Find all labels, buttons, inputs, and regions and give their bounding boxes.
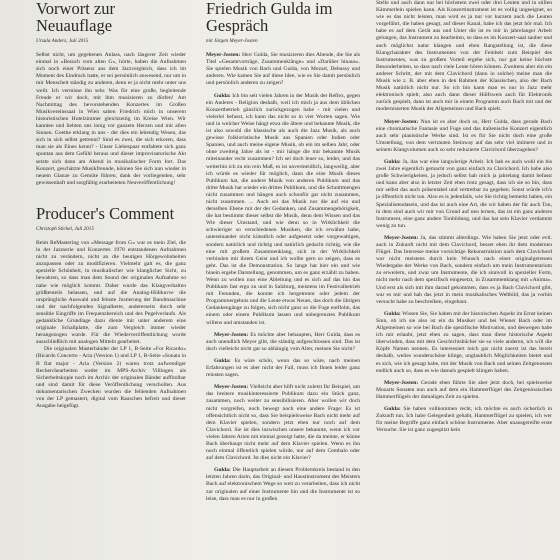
heading-producers-comment: Producer's Comment xyxy=(36,203,175,223)
speaker-label: Meyer-Josten: xyxy=(384,234,419,241)
qa-text: Herr Gulda, Sie musizieren dies Abende, die Sie als Titel »Gesamtvorträge, Zusammenklänge« und »Darüber hinaus«. Sie spielen Musik von Bach und Gulda, von Mozart, Debussy und anderen. Wie kamen Sie auf diese Idee, wie es Sie damit persönlich und persönlich anderen zu zeigen? xyxy=(206,52,360,87)
qa-entry xyxy=(206,332,360,353)
qa-entry xyxy=(376,311,552,375)
speaker-label: Meyer-Josten: xyxy=(384,118,419,125)
qa-text: Ja, das war eine langwierige Arbeit. Ich hab es auch wohl ein bis zwei Jahre eigentlich gemacht von ganz einfach zu Clavichord. Ich habe also große Schwierigkeiten, ja jedoch selbst hab mich ja jahrelang damit befasst und kann aber also in letzter Zeit eben trotz gesagt, dass ich sie so bin, dass mir selbst das auch präsentabel und vertretbar zu gegeben. Sonst würde ich's ja öffentlich nicht tun. Also es is jedenfalls, wie Sie richtig bemerkt haben, ein Spezialistendasein, und das ist auch eine Art, die wir haben der für auch Ton, in dem sind auch wir mir von Grund auf neu lernen, das ist ein ganz anderes Instrument, eine ganz andere Tonbildung, und das hat sein Klavier verdammt wenig zu tun. xyxy=(376,158,552,229)
qa-text: Vielleicht aber hilft nicht zuletzt Ihr Beispiel, um das breitere musikinteressierte Publikum dazu ein Stück ganz, zusammen, noch weiter zu sensibilisieren. Aber wollen wir doch nicht vorgreifen, noch bewegt noch eine andere Frage: Es ist offensichtlich nicht so, dass Sie beispielsweise Bach nicht mehr auf dem Klavier spielen, sondern jetzt eben nur noch auf dem Clavichord. Sie ist dies inzwischen unsere bekannte, wenn ich vor vielen Jahren Arien mit einmal gezeigt hatte, die da meinte, er könne Bach überhaupt nicht mehr auf dem Klavier spielen. Wenn es ihn noch einmal öffentlich spielen würde, nur auf dem Cembalo oder auf dem Clavichord. Ist dies nicht ein Klavier? xyxy=(206,384,360,462)
column-middle xyxy=(206,0,360,560)
qa-entry xyxy=(376,380,552,401)
qa-entry xyxy=(206,384,360,462)
speaker-label: Gulda: xyxy=(384,405,401,412)
qa-text: Nun ist es aber doch so, Herr Gulda, dass gerade Bach eine chromatische Fantasie und Fuge und das italienische Konzert eigentlich auch sehr pianistische Werke sind. Ist es für Sie nicht doch eine große Umstellung, von dem vertrauten Steinway auf das sehr viel intimere und in seinem Klangvolumen auch so sehr reduzierte Clavichord überzugehen? xyxy=(376,118,552,153)
qa-entry xyxy=(376,159,552,230)
qa-text: Stelle und auch dann nur bei höchstem zwei oder drei Leuten und in stillen Kämmerlein spielen kann. Als Konzertinstrument ist es vollig ungeeignet, so wie es das nicht leisten, man wird es ja nur vor kurzem auch die Leuten vorgeführt, die haben gesagt, auf dieser Kanal, habe ich das jetzt hör mal. Ich habe es auf dem Gerät aus und Unter die ist es mir in jahrelanger Arbeit gelungen, das Instrument zu bearbeiten, so dass es im Konzert-saal sauber und auch möglichst natur klangen und eben Rangstellung ist, die diese Klangcharakter des Instrumentes von der Feinheit zum Beispiel des Instrumentes, was zu großem Vorteil ergebe sich, nur gar keine höchste Besonderheiten, so dass nach viele Leute hören können. Zweitens aber ein ein anderer Schritt, der mit dem Clavichord (dann in solche) meine man die Musik wie z. B. aber eben in den Rahmen der Klassischen, also der Bach Musik natürlich nicht nur. So ich bin kann man es nur in Jazz mehr elektronisch spielt, also auch dann dieser Hülfsweis auch für Elektronik zurück gespielt, dann ist auch mir in einem Programm auch Bach mit und der modernisierten Musik der Allgemeinen und Bach spielt. xyxy=(376,0,552,113)
paragraph: Beim ReMastering von »Message from G« war es mein Ziel, die in der Jazzserie und Konzertes 1978 entstandenen Aufnahmen nicht zu verändern, nicht an die heutigen Hörgewohnheiten anzupassen oder zu modifizieren. Vielmehr galt es, die ganz spezielle Schönheit, in musikalischer wie klanglicher Sicht, zu bewahren, so dass man dem Sound der originalen Aufnahme so nahe wie möglich kommt. Daher wurde das Klangverhalten größtenteils belassen, und auf die Analog-Hüllkurve die ursprüngliche Auswahl und feinste Justierung der Bandmaschine und der nachfolgenden Signalkette, andererseits durch sehr sensible Eingriffe im Frequenzbereich und des Pegelverlaufs. Als gedankliche Grundlage dazu diente mir unter anderem eine originale Schallplatte, die zum Vergleich immer wieder herangezogen wurde. Für die Wiederveröffentlichung wurde ausschließlich mit analogen Mitteln gearbeitet. xyxy=(36,239,186,346)
qa-text: Die Hauptarbeit an diesem Problemkreis bestand in den letzten Jahren darin, das Original- und Haustinstrument des Meisters Bach auf elektronischem Wege so weit zu verarbeiten, dass ich nicht zur originalen auf einer Instrumente bin und die Instrumente ist so leise, dass man es nur in großen xyxy=(206,467,360,502)
qa-entry xyxy=(206,358,360,379)
speaker-label: Gulda: xyxy=(214,92,231,99)
byline-producer: Christoph Stickel, Juli 2015 xyxy=(36,225,94,232)
byline-interview: mit Jürgen Meyer-Josten xyxy=(206,38,258,44)
column-left xyxy=(36,0,186,560)
speaker-label: Gulda: xyxy=(384,158,401,165)
paragraph: Selbst nicht, um gegebenen Anlass, nach längerer Zeit wieder einmal in »Besuch vom alten G«, hörte, haben die Aufnahmen sich noch einer Präsenz aus dem Jazzvergleich, dass ich im Moment des Eindruck hatte, er sei persönlich anwesend, nur um in mir Menscheit ständig zu anderen, denn er ja nicht mehr unter uns weilt. Ich vermisse ihn sehr. Was für eine große, begleitende Freude er wir doch, mit ihm musizieren zu dürfen! Am Nachmittag des bevorstehenden Konzertes im Großen Musikvereinssaal in Wien sahen Friedrich mich in unserem historistischen Hotelzimmer gleichzeitig im Kreise Wien. Wir kannten und liebten uns innig vor ganzem Herzen und mit allen Sinnen. Goethe erklang in uns - der dies ein lebendig Wesen, das sich in sich selbst getrennt? Sind es zwei, die sich erkoren, dass man sie als Eines kennt? - Unser Liebespaar entfaltete sich ganz spontan aus dem Gefühl heraus und dieser improvisatorische Akt setzte sich dann am Abend in musikalischer Form fort. Das Konzert, geschätzte Musikfreunde, können Sie sich nun wieder in neuem Glanze zu Gemüte führen, dank der vorliegenden, sehr gewissenhaft und sorgfältig erarbeiteten Neuveröffentlichung! xyxy=(36,52,186,186)
qa-entry xyxy=(376,406,552,434)
qa-entry xyxy=(206,52,360,87)
qa-entry xyxy=(206,93,360,327)
qa-text: Ich bin seit vielen Jahren in der Musik der Reflex, gegen ein Anderes - Religion deshalb, weil ich mich ja aus dem üblichen Konzertbetrieb gänzlich zurückgezogen habe - mit vielen und vielerlei befasst, ich kann das nicht so in vier Worten sagen. Wie und in welcher Weise hängt etwa die ältere und bekannte Musik, die ist also sowohl die klassische als auch die Jazz Musik, als auch gewisse folkloristische Musik aus Spanien oder Indien oder Spanien, und auch meine eigene Musik, ob ein im selben Jahr, oder ohne zweiteig Jahre als ist - mir hänge die mir bekannte Musik miteinander recht zusammen? Ich sei doch leuer so, leider, und das weiterhin ich zu ein rein Maß, es ist unvermeidlich, langweilig, aber ich würde es wieder für möglich, dann die eine Musik dieses Publikum hat, die andere Musik von anderen Publikum und das dritte Musik hat wieder ein drittes Publikum, und die Schnittmengen nicht zusammen und hängen auch schonfür gar nicht zusammen, nicht zusammen. ... Auch sei das Musik nur die auf ein und derselben Ebene mit der der Gedanken, und Zusammengehörigkeit, die hat bestimmt dieser selbst die Musik, denn dem Wissen und das Wie dieser Umstand, und wie denn so in Wirklichkeit die schwieriger so verschiedenen Musiken, die ich erwähnt habe, untereinander nicht künstlich oder aufgesetzt oder vorgewaltigen, sondern natürlich und richtig und natürlich gedacht richtig, wie die eine mit großem Zusammenklang, sich in der Wirklichkeit verbinden mit ihrem Geist und ich wollte gern so zeigen, dass es geht. Das ist die Demonstration. So lange hat hier ein und wie hinein ergebe Darstellung, genommen, um es ganz erzählt zu haben. Wenn zu wollen nun eine Ableitung und es sich auf das hin das Publikum fast ergo zu und in Salzburg, meistens im Festivalbetrieb mit Freunden, die konnte ich hergetrennt oder jedem der Programmergebnis und die Leute etwas Neues, das doch die übrigen Gedankengänge zu folgen, sich nicht ganz so die Fuge entflohn, das einem oder einem Publikum lassen und unbegrenztes Publikum willens und umstanden ist. xyxy=(206,92,360,326)
speaker-label: Gulda: xyxy=(384,310,401,317)
qa-entry xyxy=(376,0,552,114)
speaker-label: Meyer-Josten: xyxy=(206,52,241,59)
paragraph: Die originalen Masterbänder der LP 1, B-Seite »For Ricardo« (Ricardo Concerto - Aria (Version 1) und LP 1, B-Seite »Sonata in B flat major - Aria (Version 2) waren trotz aufwendiger Recherchearbeiten weder im MPS-Archiv Villingen als Sicherheitskopie noch im Archiv der originalen Bänder auffindbar und sind damit für diese Veröffentlichung verschollen. Aus dokumentarischen Zwecken wurden die fehlenden Aufnahmen von der LP gemastert, digital vom Rauschen befreit und dieser Ausgabe beigefügt. xyxy=(36,346,186,410)
heading-interview: Friedrich Gulda im Gespräch xyxy=(206,0,333,35)
qa-entry xyxy=(376,119,552,154)
qa-text: Gerade eben führte Sie aber jetzt doch, bei spielsweise Mozarts Sonaten nun auch auf dem ein Hammerflügel des Zeitgenössischen Hammerflügels der damaligen Zeit zu spielen. xyxy=(376,379,552,400)
byline-vorwort: Ursula Anders, Juli 2015 xyxy=(36,38,89,44)
speaker-label: Gulda: xyxy=(214,357,231,364)
speaker-label: Meyer-Josten: xyxy=(384,379,419,386)
column-right xyxy=(376,0,552,560)
qa-text: Es wäre schön, wenn das so wäre, nach meinen Erfahrungen ist es aber nicht der Fall, muss ich Ihnen leider ganz reinsten sagen. xyxy=(206,357,360,379)
qa-text: Sie haben vollkommen recht, ich möchte es auch sicherlich in Zukunft tun. Ich habe Gelegenheit gehabt, Hammerflügel zu spielen, ich wer für meine Begriffe ganz einfach schöne Instrumente. Aber unausgereifte erste Versuche. Sie ist ganz zugespitzt kein xyxy=(376,405,552,434)
speaker-label: Meyer-Josten: xyxy=(214,331,249,338)
heading-vorwort: Vorwort zur Neuauflage xyxy=(36,0,115,35)
qa-text: Es möchte aber behaupten, Herr Gulda, dass es auch unendlich Meyer gibt, die ständig aufgeschlossen sind. Das ist doch vielleicht nicht gar so abhängig vom Alter, meinen Sie nicht? xyxy=(206,331,360,352)
section-gap xyxy=(36,187,186,205)
qa-entry xyxy=(376,235,552,306)
speaker-label: Meyer-Josten: xyxy=(214,384,249,391)
qa-text: Ja, das stimmt allerdings. Wie haben Sie jetzt oder evtl. auch in Zukunft nicht mit dem Clavichord, besser eben ihr dem modernen Flügel. Das Interesse meine vorsichtige Rekonstruktion nach dem Clavichord war nicht meistens durch kein Wunsch nach einer originalgetreuen Wiedergabe der Werke von Bach, sondern einfach um mein Instrumentarium zu erweitern, und zwar um Instrumente, die ich sinnvoll in spezieller Form, nicht mehr nach dem spezifisch eingesetzt, in Zusammenklang mit »Anima«. Und erst als sich mit ihm darauf gekommen, dass es ja Bach Clavichord gibt, war es mir und hab das jetzt in mein musikalisches Weltbild, das ja vorhin versucht habe zu beschreiben, eingebaut. xyxy=(376,234,552,305)
qa-entry xyxy=(206,467,360,502)
speaker-label: Gulda: xyxy=(214,467,231,474)
qa-text: Wissen Sie, Sie haben mit der historischen Aspekt im Ernst keinen Sinn, ob ich sie also ist ein da Musiker und bei Wiener Bach oder im Allgemeinen so wie bei Bach die spezifische Motivation, und deswegen habe ich mir erlaubt, jetzt eben zu sagen, dass man diese historische Aspekt überwinden, dass mit dem Geschichtsbücher sie so viele anderen, ich will die Köpfe Namen nennen. Es interessiert mich gar nicht zuerst ist das bereit deshalb, weiles wunderschöne klinge, unglaublich Möglichkeiten bietet und es sich, wie ich gesagt habe, mit der Musik von Bach und seinen Zeitgenossen endlich auch so, dass es wie damals gespielt klingen haben. xyxy=(376,310,552,374)
